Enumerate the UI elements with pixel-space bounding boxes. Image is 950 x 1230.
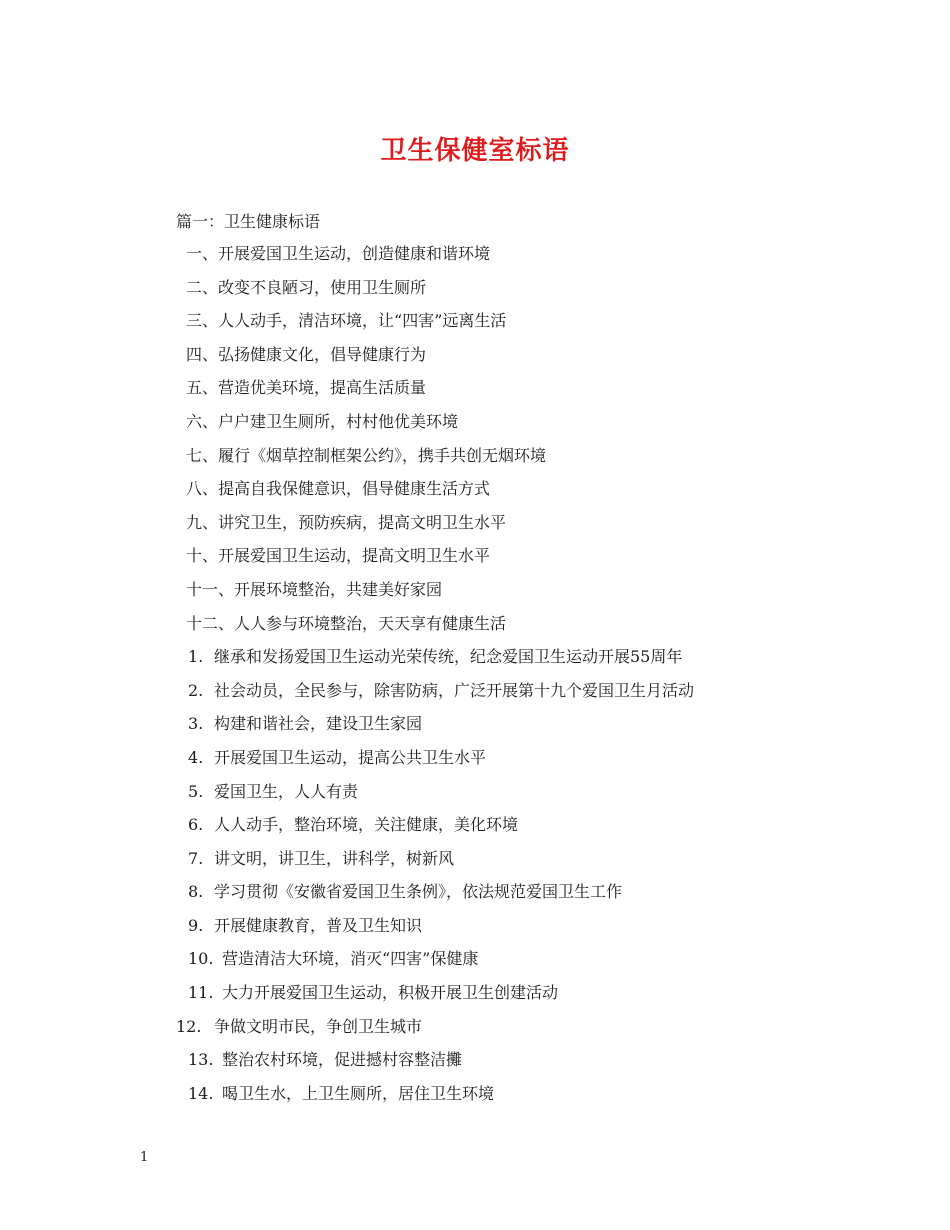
list-item-text: 人人动手，整治环境，关注健康，美化环境 [214,815,519,835]
list-item [0,607,950,641]
list-marker: 九、 [186,512,219,532]
list-item [0,942,950,976]
list-item [0,439,950,473]
list-item-text: 继承和发扬爱国卫生运动光荣传统，纪念爱国卫生运动开展55周年 [214,647,683,667]
list-item [0,741,950,775]
list-item [0,808,950,842]
list-item-text: 讲文明，讲卫生，讲科学，树新风 [214,848,455,868]
list-marker: 五、 [186,378,219,398]
list-item [0,539,950,573]
list-marker: 5. [188,781,204,801]
list-marker: 14. [188,1083,214,1103]
list-item-text: 整治农村环境，促进撼村容整洁攤 [222,1050,463,1070]
list-marker: 7. [188,848,204,868]
list-item [0,976,950,1010]
list-item [0,271,950,305]
list-item [0,1077,950,1111]
list-item-text: 争做文明市民，争创卫生城市 [214,1016,423,1036]
list-item-text: 爱国卫生，人人有责 [214,781,359,801]
page-number: 1 [140,1150,149,1165]
list-marker: 七、 [186,445,219,465]
list-item [0,674,950,708]
list-item-text: 构建和谐社会，建设卫生家园 [214,714,423,734]
list-item-text: 喝卫生水，上卫生厕所，居住卫生环境 [222,1083,495,1103]
list-item-text: 人人动手，清洁环境，让“四害”远离生活 [218,311,507,331]
list-marker: 2. [188,680,204,700]
list-item [0,472,950,506]
list-item [0,875,950,909]
list-marker: 1. [188,647,204,667]
list-item [0,338,950,372]
list-item [0,405,950,439]
list-marker: 3. [188,714,204,734]
list-marker: 六、 [186,411,219,431]
list-item-text: 开展爱国卫生运动，创造健康和谐环境 [218,244,491,263]
list-item-text: 学习贯彻《安徽省爱国卫生条例》，依法规范爱国卫生工作 [214,882,623,902]
list-item [0,506,950,540]
list-item [0,640,950,674]
list-marker: 6. [188,815,204,835]
list-item-text: 营造清洁大环境，消灭“四害”保健康 [222,949,479,969]
list-item [0,1043,950,1077]
list-marker: 十、 [186,546,219,566]
list-item [0,237,950,271]
list-marker: 二、 [186,277,219,297]
list-item [0,842,950,876]
list-item [0,909,950,943]
list-item-text: 履行《烟草控制框架公约》，携手共创无烟环境 [218,445,547,465]
page-title: 卫生保健室标语 [380,136,570,166]
list-item-text: 户户建卫生厕所，村村他优美环境 [218,411,459,431]
list-marker: 13. [188,1050,214,1070]
list-item [0,775,950,809]
list-item [0,707,950,741]
list-item-text: 开展环境整治，共建美好家园 [234,579,443,599]
list-marker: 8. [188,882,204,902]
list-marker: 十一、 [186,579,235,599]
list-marker: 4. [188,747,204,767]
list-item-text: 大力开展爱国卫生运动，积极开展卫生创建活动 [222,983,559,1003]
slogan-list [0,237,950,1110]
list-item-text: 改变不良陋习，使用卫生厕所 [218,277,427,297]
list-item-text: 营造优美环境，提高生活质量 [218,378,427,398]
list-marker: 四、 [186,344,219,364]
list-item [0,573,950,607]
list-marker: 三、 [186,311,219,331]
list-marker: 一、 [186,244,219,263]
list-item-text: 社会动员，全民参与，除害防病，广泛开展第十九个爱国卫生月活动 [214,680,695,700]
list-marker: 10. [188,949,214,969]
list-item [0,371,950,405]
list-marker: 9. [188,915,204,935]
list-marker: 八、 [186,479,219,499]
list-item-text: 讲究卫生，预防疾病，提高文明卫生水平 [218,512,507,532]
list-item-text: 提高自我保健意识，倡导健康生活方式 [218,479,491,499]
list-item-text: 弘扬健康文化，倡导健康行为 [218,344,427,364]
list-marker: 十二、 [186,613,235,633]
list-item-text: 开展爱国卫生运动，提高公共卫生水平 [214,747,487,767]
section-heading: 篇一：卫生健康标语 [176,212,321,231]
list-marker: 11. [188,983,214,1003]
list-marker: 12. [176,1016,202,1036]
list-item-text: 开展健康教育，普及卫生知识 [214,915,423,935]
list-item [0,1010,950,1044]
list-item-text: 人人参与环境整治，天天享有健康生活 [234,613,507,633]
list-item [0,304,950,338]
list-item-text: 开展爱国卫生运动，提高文明卫生水平 [218,546,491,566]
